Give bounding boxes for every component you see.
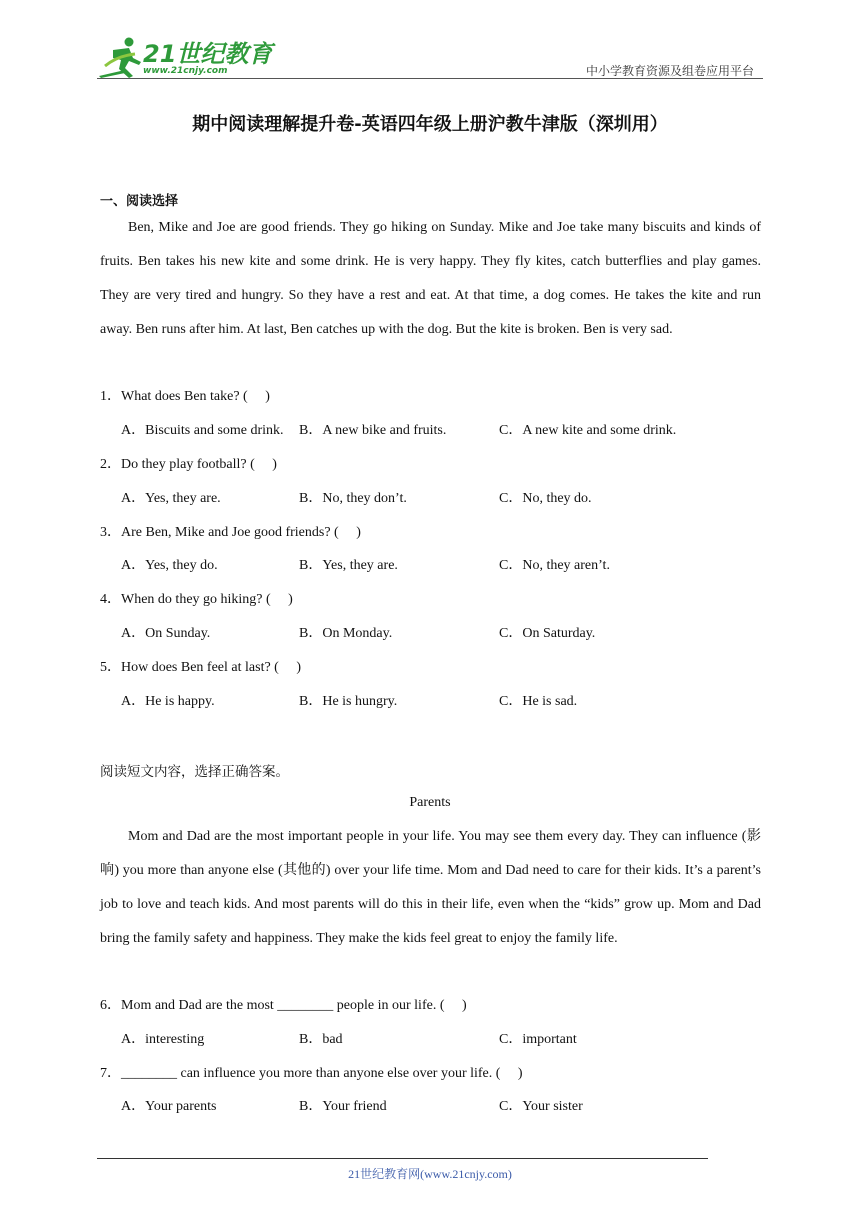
header-divider bbox=[97, 78, 763, 79]
question-7: 7．________ can influence you more than anyone else over your life. ( ) bbox=[100, 1066, 523, 1081]
question-2: 2．Do they play football? ( ) bbox=[100, 457, 277, 472]
option-c: C．Your sister bbox=[499, 1099, 583, 1114]
logo-url: www.21cnjy.com bbox=[143, 66, 228, 76]
option-c: C．important bbox=[499, 1032, 577, 1047]
option-a: A．He is happy. bbox=[121, 694, 215, 709]
option-b: B．He is hungry. bbox=[299, 694, 398, 709]
option-b: B．Your friend bbox=[299, 1099, 387, 1114]
option-a: A．Biscuits and some drink. bbox=[121, 423, 284, 438]
option-b: B．Yes, they are. bbox=[299, 558, 398, 573]
logo-text: 21世纪教育 bbox=[143, 40, 273, 68]
option-a: A．Your parents bbox=[121, 1099, 217, 1114]
question-1: 1．What does Ben take? ( ) bbox=[100, 389, 270, 404]
option-c: C．He is sad. bbox=[499, 694, 578, 709]
passage-title: Parents bbox=[409, 795, 451, 810]
reading-passage-1: Ben, Mike and Joe are good friends. They go hiking on Sunday. Mike and Joe take many biscuits and kinds of fruits. Ben takes his new kite and some drink. He is very happy. They fly kites, catch butterflies and play games. They are very tired and hungry. So they have a rest and eat. At that time, a dog comes. He takes the kite and run away. Ben runs after him. At last, Ben catches up with the dog. But the kite is broken. Ben is very sad. bbox=[100, 220, 761, 337]
question-4: 4．When do they go hiking? ( ) bbox=[100, 592, 293, 607]
question-3: 3．Are Ben, Mike and Joe good friends? ( ) bbox=[100, 525, 361, 540]
footer-divider bbox=[97, 1158, 708, 1159]
reading-passage-2: Mom and Dad are the most important people in your life. You may see them every day. They can influence (影响) you more than anyone else (其他的) over your life time. Mom and Dad need to care for their kids. It’s a parent’s job to love and teach kids. And most parents will do this in their life, even when the “kids” grow up. Mom and Dad bring the family safety and happiness. They make the kids feel great to enjoy the family life. bbox=[100, 829, 761, 946]
option-b: B．On Monday. bbox=[299, 626, 393, 641]
section-heading: 一、阅读选择 bbox=[100, 194, 179, 209]
option-c: C．No, they do. bbox=[499, 491, 592, 506]
option-b: B．No, they don’t. bbox=[299, 491, 407, 506]
footer-text: 21世纪教育网(www.21cnjy.com) bbox=[348, 1167, 512, 1181]
question-5: 5．How does Ben feel at last? ( ) bbox=[100, 660, 301, 675]
option-c: C．On Saturday. bbox=[499, 626, 596, 641]
question-6: 6．Mom and Dad are the most ________ people in our life. ( ) bbox=[100, 998, 467, 1013]
option-a: A．Yes, they are. bbox=[121, 491, 221, 506]
option-c: C．No, they aren’t. bbox=[499, 558, 610, 573]
document-title: 期中阅读理解提升卷-英语四年级上册沪教牛津版（深圳用） bbox=[192, 114, 668, 135]
option-a: A．On Sunday. bbox=[121, 626, 211, 641]
section-instructions: 阅读短文内容，选择正确答案。 bbox=[100, 764, 289, 780]
option-b: B．A new bike and fruits. bbox=[299, 423, 447, 438]
option-c: C．A new kite and some drink. bbox=[499, 423, 677, 438]
header-platform: 中小学教育资源及组卷应用平台 bbox=[585, 64, 754, 78]
option-a: A．interesting bbox=[121, 1032, 205, 1047]
option-b: B．bad bbox=[299, 1032, 343, 1047]
option-a: A．Yes, they do. bbox=[121, 558, 218, 573]
